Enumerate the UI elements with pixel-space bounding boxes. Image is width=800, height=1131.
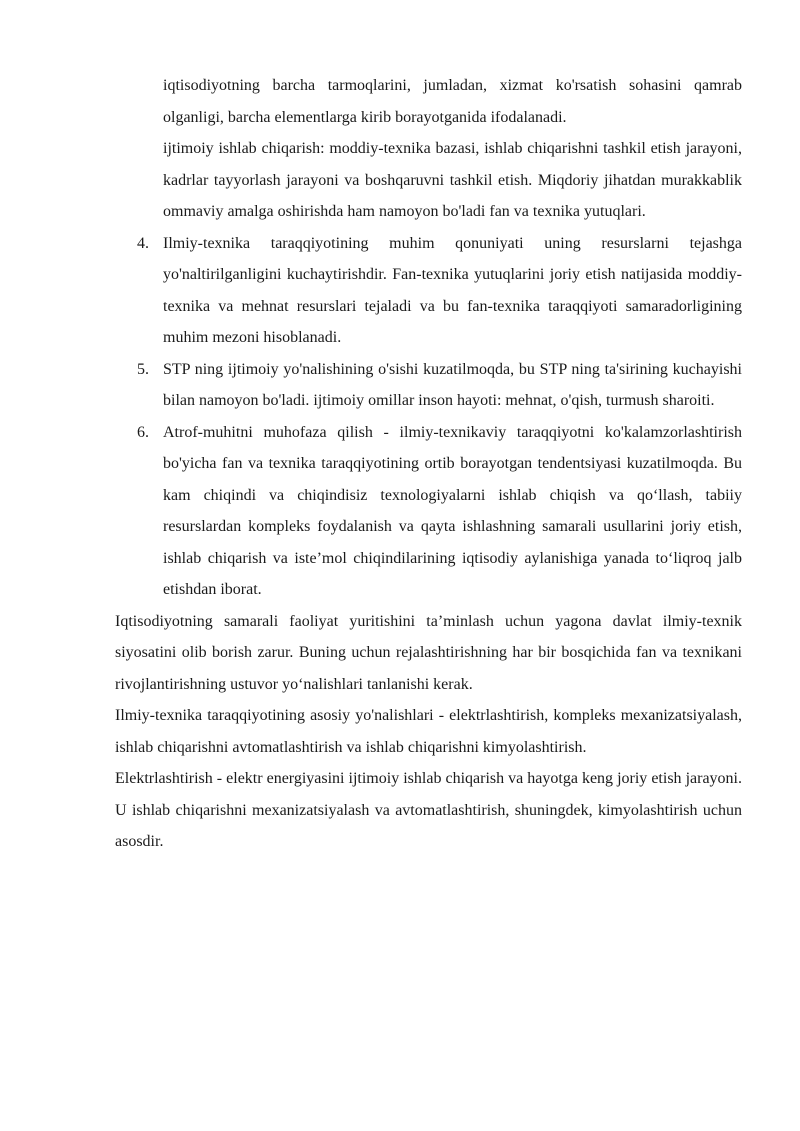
list-number: 5.: [137, 360, 149, 378]
paragraph-policy: Iqtisodiyotning samarali faoliyat yuritishini ta’minlash uchun yagona davlat ilmiy-texnik siyosatini olib borish zarur. Buning uchun rejalashtirishning har bir bosqichida fan va texnikani rivojlantirishning ustuvor yo‘nalishlari tanlanishi kerak.: [115, 612, 742, 693]
continuation-text-2: ijtimoiy ishlab chiqarish: moddiy-texnika bazasi, ishlab chiqarishni tashkil etish jarayoni, kadrlar tayyorlash jarayoni va boshqaruvni tashkil etish. Miqdoriy jihatdan murakkablik ommaviy amalga oshirishda ham namoyon bo'ladi fan va texnika yutuqlari.: [163, 140, 742, 220]
continuation-text-1: iqtisodiyotning barcha tarmoqlarini, jumladan, xizmat ko'rsatish sohasini qamrab olganligi, barcha elementlarga kirib borayotganida ifodalanadi.: [163, 77, 742, 126]
list-item: [115, 354, 742, 417]
paragraph-directions: Ilmiy-texnika taraqqiyotining asosiy yo'nalishlari - elektrlashtirish, kompleks mexanizatsiyalash, ishlab chiqarishni avtomatlashtirish va ishlab chiqarishni kimyolashtirish.: [115, 707, 742, 756]
list-item-text: STP ning ijtimoiy yo'nalishining o'sishi kuzatilmoqda, bu STP ning ta'sirining kuchayishi bilan namoyon bo'ladi. ijtimoiy omillar inson hayoti: mehnat, o'qish, turmush sharoiti.: [163, 360, 742, 409]
list-number: 4.: [137, 234, 149, 252]
list-item: [115, 228, 742, 354]
list-item-text: Atrof-muhitni muhofaza qilish - ilmiy-texnikaviy taraqqiyotni ko'kalamzorlashtirish bo'yicha fan va texnika taraqqiyotining ortib borayotgan tendentsiyasi kuzatilmoqda. Bu kam chiqindi va chiqindisiz texnologiyalarni ishlab chiqish va qo‘llash, tabiiy resurslardan kompleks foydalanish va qayta ishlashning samarali usullarini joriy etish, ishlab chiqarish va iste’mol chiqindilarining iqtisodiy aylanishiga yanada to‘liqroq jalb etishdan iborat.: [163, 423, 742, 598]
paragraph-electrification: Elektrlashtirish - elektr energiyasini ijtimoiy ishlab chiqarish va hayotga keng joriy etish jarayoni. U ishlab chiqarishni mexanizatsiyalash va avtomatlashtirish, shuningdek, kimyolashtirish uchun asosdir.: [115, 770, 742, 850]
list-item-text: Ilmiy-texnika taraqqiyotining muhim qonuniyati uning resurslarni tejashga yo'naltirilganligini kuchaytirishdir. Fan-texnika yutuqlarini joriy etish natijasida moddiy-texnika va mehnat resurslari tejaladi va bu fan-texnika taraqqiyoti samaradorligining muhim mezoni hisoblanadi.: [163, 234, 742, 346]
list-number: 6.: [137, 423, 149, 441]
list-item: [115, 417, 742, 606]
document-page: [115, 70, 742, 858]
